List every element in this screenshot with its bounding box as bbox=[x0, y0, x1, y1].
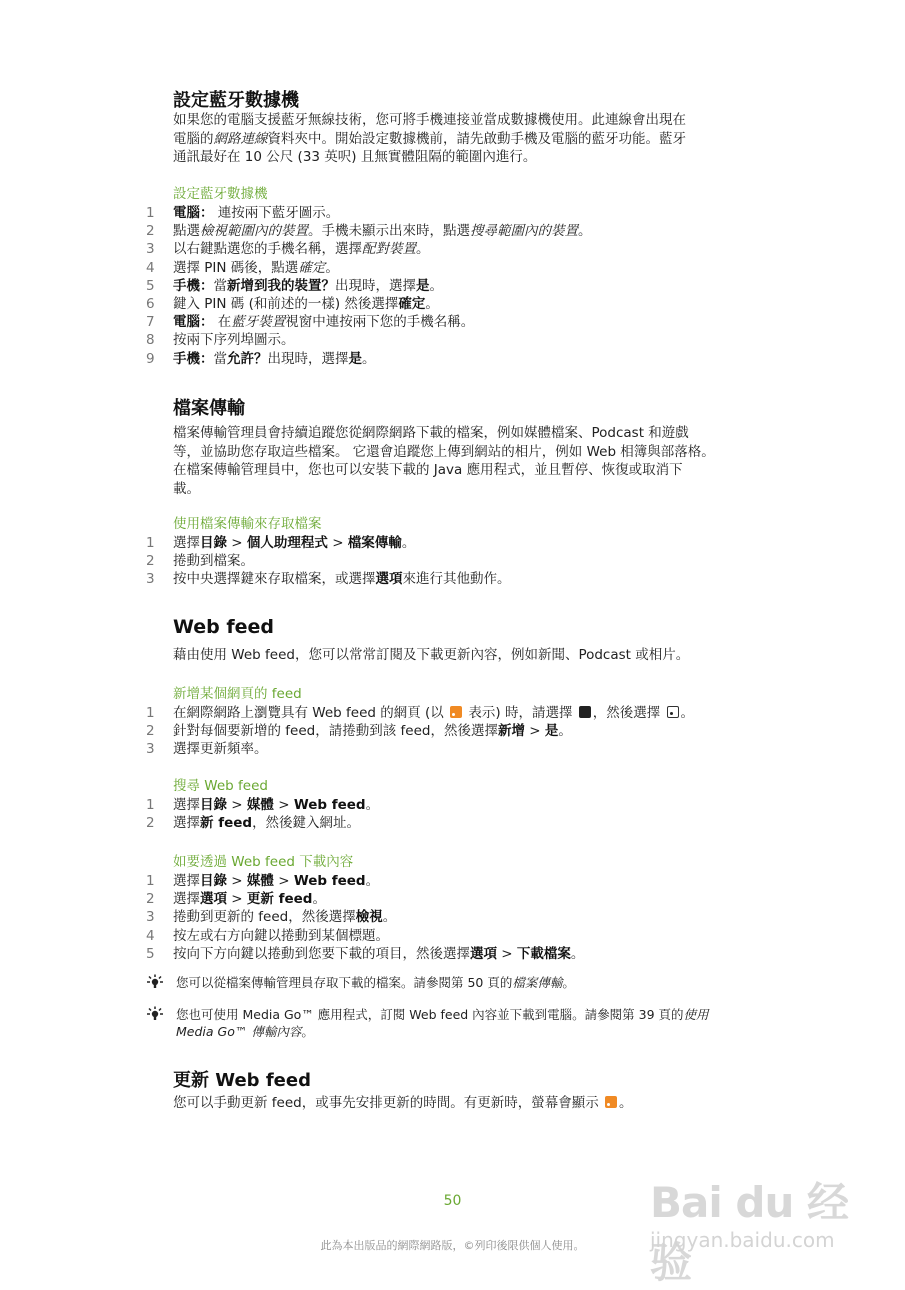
steps-list bbox=[146, 204, 766, 368]
list-item: 6 鍵入 PIN 碼 (和前述的一樣) 然後選擇確定。 bbox=[146, 296, 439, 313]
section-title-update-web-feed: 更新 Web feed bbox=[173, 1070, 311, 1091]
tip-note: 您也可使用 Media Go™ 應用程式，訂閱 Web feed 內容並下載到電腦。請參閱第 39 頁的使用 Media Go™ 傳輸內容。 bbox=[146, 1006, 766, 1040]
subheading-download-content: 如要透過 Web feed 下載內容 bbox=[173, 854, 354, 870]
watermark-url: jingyan.baidu.com bbox=[650, 1228, 835, 1252]
list-item: 1 選擇目錄 > 媒體 > Web feed。 bbox=[146, 797, 380, 813]
list-item: 3 捲動到更新的 feed，然後選擇檢視。 bbox=[146, 909, 397, 926]
para-line: 檔案傳輸管理員會持續追蹤您從網際網路下載的檔案，例如媒體檔案、Podcast 和遊戲 bbox=[173, 425, 689, 441]
steps-list bbox=[146, 872, 766, 963]
file-transfer-paragraph bbox=[173, 424, 758, 498]
subheading-add-feed: 新增某個網頁的 feed bbox=[173, 686, 302, 702]
list-item: 3 以右鍵點選您的手機名稱，選擇配對裝置。 bbox=[146, 241, 430, 258]
steps-list bbox=[146, 704, 766, 759]
lightbulb-icon bbox=[146, 1006, 176, 1040]
list-item: 2 選擇新 feed，然後鍵入網址。 bbox=[146, 815, 361, 832]
list-item: 8 按兩下序列埠圖示。 bbox=[146, 332, 295, 349]
section-title-file-transfer: 檔案傳輸 bbox=[173, 398, 245, 419]
steps-list bbox=[146, 534, 766, 589]
edit-icon bbox=[579, 706, 591, 718]
para-line: 在檔案傳輸管理員中，您也可以安裝下載的 Java 應用程式，並且暫停、恢復或取消下 bbox=[173, 462, 683, 478]
para-line: 通訊最好在 10 公尺 (33 英呎) 且無實體阻隔的範圍內進行。 bbox=[173, 149, 537, 165]
list-item: 5 手機：當新增到我的裝置？出現時，選擇是。 bbox=[146, 277, 443, 294]
section-title-web-feed: Web feed bbox=[173, 616, 275, 638]
list-item: 4 按左或右方向鍵以捲動到某個標題。 bbox=[146, 927, 389, 944]
steps-list bbox=[146, 796, 766, 832]
list-item: 1 選擇目錄 > 媒體 > Web feed。 bbox=[146, 873, 380, 889]
rss-icon bbox=[450, 706, 462, 718]
list-item: 2 選擇選項 > 更新 feed。 bbox=[146, 891, 326, 908]
list-item: 1 選擇目錄 > 個人助理程式 > 檔案傳輸。 bbox=[146, 535, 416, 551]
para-line: 電腦的網路連線資料夾中。開始設定數據機前，請先啟動手機及電腦的藍牙功能。藍牙 bbox=[173, 130, 686, 147]
list-item: 7 電腦： 在藍牙裝置視窗中連按兩下您的手機名稱。 bbox=[146, 314, 475, 331]
para-line: 載。 bbox=[173, 480, 200, 497]
para-line: 等，並協助您存取這些檔案。 它還會追蹤您上傳到網站的相片，例如 Web 相簿與部落格。 bbox=[173, 443, 715, 460]
footer-note: 此為本出版品的網際網路版，©列印後限供個人使用。 bbox=[320, 1239, 585, 1252]
subheading-search-feed: 搜尋 Web feed bbox=[173, 778, 268, 794]
update-feed-paragraph: 您可以手動更新 feed，或事先安排更新的時間。有更新時，螢幕會顯示 。 bbox=[173, 1095, 633, 1111]
list-item: 1 電腦： 連按兩下藍牙圖示。 bbox=[146, 205, 340, 221]
page-number: 50 bbox=[443, 1193, 462, 1209]
feed-icon bbox=[667, 706, 679, 718]
intro-paragraph bbox=[173, 111, 758, 167]
list-item: 5 按向下方向鍵以捲動到您要下載的項目，然後選擇選項 > 下載檔案。 bbox=[146, 945, 585, 962]
feed-update-icon bbox=[605, 1096, 617, 1108]
lightbulb-icon bbox=[146, 974, 176, 991]
subheading-use-file-transfer: 使用檔案傳輸來存取檔案 bbox=[173, 516, 322, 532]
list-item: 3 選擇更新頻率。 bbox=[146, 741, 268, 758]
list-item: 2 針對每個要新增的 feed，請捲動到該 feed，然後選擇新增 > 是。 bbox=[146, 723, 572, 740]
list-item: 2 捲動到檔案。 bbox=[146, 553, 254, 570]
list-item: 3 按中央選擇鍵來存取檔案，或選擇選項來進行其他動作。 bbox=[146, 571, 511, 588]
list-item: 9 手機：當允許？出現時，選擇是。 bbox=[146, 350, 376, 367]
section-title-bluetooth-modem: 設定藍牙數據機 bbox=[173, 90, 299, 111]
para-line: 如果您的電腦支援藍牙無線技術，您可將手機連接並當成數據機使用。此連線會出現在 bbox=[173, 112, 686, 128]
list-item: 1 在網際網路上瀏覽具有 Web feed 的網頁 (以 表示) 時，請選擇 ，然後選擇 。 bbox=[146, 705, 695, 721]
tip-note: 您可以從檔案傳輸管理員存取下載的檔案。請參閱第 50 頁的檔案傳輸。 bbox=[146, 974, 766, 991]
list-item: 4 選擇 PIN 碼後，點選確定。 bbox=[146, 259, 339, 276]
web-feed-paragraph: 藉由使用 Web feed，您可以常常訂閱及下載更新內容，例如新聞、Podcast 或相片。 bbox=[173, 647, 690, 663]
list-item: 2 點選檢視範圍內的裝置。手機未顯示出來時，點選搜尋範圍內的裝置。 bbox=[146, 223, 592, 240]
watermark-logo: Bai du 经验 bbox=[650, 1178, 848, 1287]
subheading-setup-modem: 設定藍牙數據機 bbox=[173, 186, 268, 202]
